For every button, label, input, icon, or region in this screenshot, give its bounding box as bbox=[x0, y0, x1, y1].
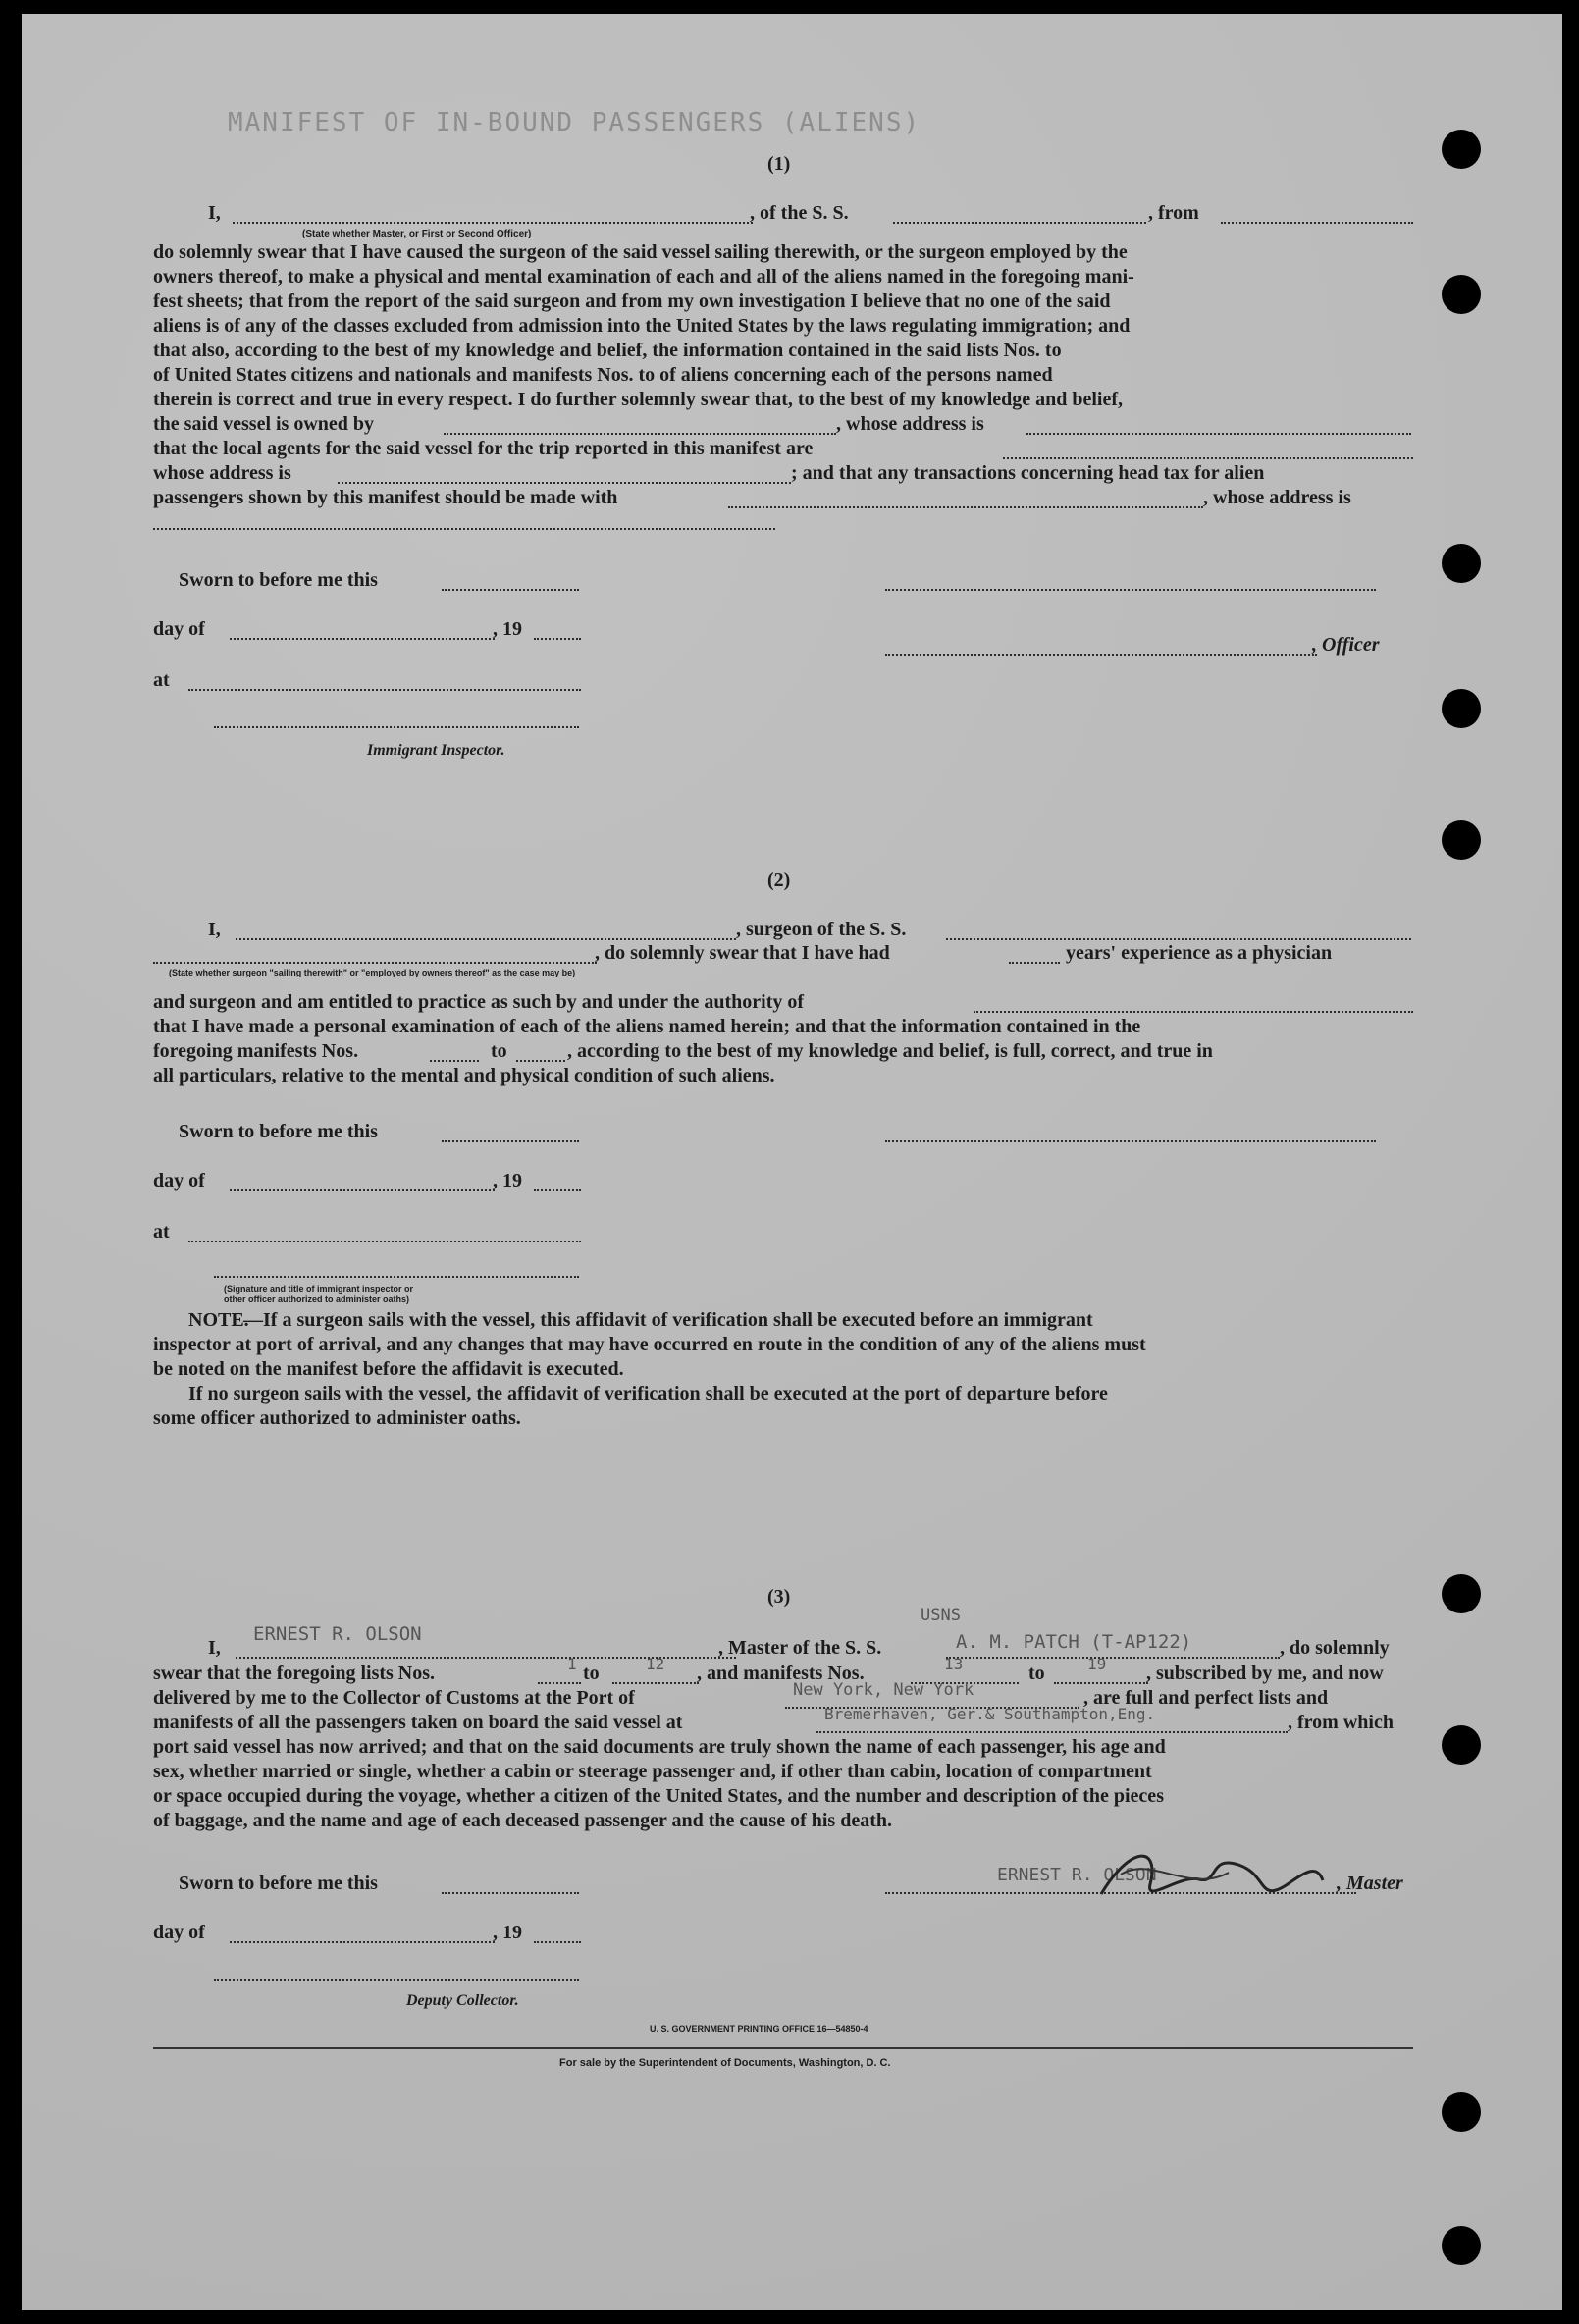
field-note: (State whether Master, or First or Second Officer) bbox=[302, 229, 532, 239]
section-text: , do solemnly bbox=[1280, 1637, 1390, 1659]
local-agents-field[interactable] bbox=[1003, 457, 1413, 459]
year-field[interactable] bbox=[534, 1941, 581, 1943]
manifest-from-field[interactable] bbox=[430, 1060, 479, 1062]
day-of-label: day of bbox=[153, 1922, 205, 1943]
binder-hole bbox=[1442, 1574, 1481, 1613]
year-label: , 19 bbox=[493, 1170, 522, 1191]
day-of-label: day of bbox=[153, 618, 205, 640]
section-text: , whose address is bbox=[1203, 487, 1351, 508]
note-line: some officer authorized to administer oaths. bbox=[153, 1407, 521, 1429]
printing-office: U. S. GOVERNMENT PRINTING OFFICE 16—54850-4 bbox=[650, 2024, 868, 2034]
affidavit-line: of United States citizens and nationals and manifests Nos. to of aliens concerning each of the persons named bbox=[153, 364, 1053, 386]
section-text: manifests of all the passengers taken on board the said vessel at bbox=[153, 1712, 683, 1733]
section-text: years' experience as a physician bbox=[1066, 942, 1333, 964]
year-label: , 19 bbox=[493, 1922, 522, 1943]
sworn-day-field[interactable] bbox=[442, 1140, 579, 1142]
master-signature-typed: ERNEST R. OLSON bbox=[997, 1865, 1157, 1885]
usns-typed: USNS bbox=[921, 1606, 961, 1625]
manifest-to-field[interactable] bbox=[516, 1060, 565, 1062]
section-text: , and manifests Nos. bbox=[697, 1663, 865, 1684]
lists-from-typed: 1 bbox=[567, 1655, 577, 1673]
binder-hole bbox=[1442, 2092, 1481, 2132]
vessel-typed: A. M. PATCH (T-AP122) bbox=[956, 1631, 1192, 1653]
section-text: passengers shown by this manifest should be made with bbox=[153, 487, 618, 508]
section-text: and surgeon and am entitled to practice as such by and under the authority of bbox=[153, 991, 805, 1013]
for-sale-note: For sale by the Superintendent of Documents, Washington, D. C. bbox=[559, 2057, 891, 2069]
manifests-from-typed: 13 bbox=[944, 1655, 964, 1673]
affidavit-line: aliens is of any of the classes excluded from admission into the United States by the laws regulating immigration; and bbox=[153, 315, 1131, 337]
collector-signature-field[interactable] bbox=[214, 1979, 579, 1981]
section-text: all particulars, relative to the mental and physical condition of such aliens. bbox=[153, 1065, 775, 1086]
sworn-day-field[interactable] bbox=[442, 589, 579, 591]
section-text: , of the S. S. bbox=[750, 202, 849, 224]
section-text: ; and that any transactions concerning head tax for alien bbox=[791, 462, 1265, 484]
manifests-to-field[interactable] bbox=[1054, 1682, 1148, 1684]
section-text: delivered by me to the Collector of Customs at the Port of bbox=[153, 1687, 635, 1709]
surgeon-signature-field[interactable] bbox=[885, 1140, 1376, 1142]
note-line: —If a surgeon sails with the vessel, this affidavit of verification shall be executed before an immigrant bbox=[243, 1309, 1093, 1331]
surgeon-name-field[interactable] bbox=[236, 938, 736, 940]
section-text: , surgeon of the S. S. bbox=[736, 919, 907, 940]
affidavit-line: of baggage, and the name and age of each deceased passenger and the cause of his death. bbox=[153, 1810, 892, 1831]
signer-note: other officer authorized to administer oaths) bbox=[224, 1294, 410, 1304]
month-field[interactable] bbox=[230, 1941, 495, 1943]
officer-signature-field[interactable] bbox=[885, 589, 1376, 591]
at-place-field[interactable] bbox=[188, 1241, 581, 1242]
sworn-day-field[interactable] bbox=[442, 1892, 579, 1894]
note-label: NOTE. bbox=[188, 1309, 249, 1331]
section-text: foregoing manifests Nos. bbox=[153, 1040, 359, 1062]
head-tax-address-field[interactable] bbox=[153, 528, 775, 530]
vessel-name-field[interactable] bbox=[893, 222, 1146, 224]
year-label: , 19 bbox=[493, 618, 522, 640]
faded-header-text: MANIFEST OF IN-BOUND PASSENGERS (ALIENS) bbox=[228, 108, 921, 137]
binder-hole bbox=[1442, 820, 1481, 860]
field-note: (State whether surgeon "sailing therewith" or "employed by owners thereof" as the case may be) bbox=[169, 968, 576, 977]
master-label: , Master bbox=[1337, 1873, 1403, 1894]
inspector-label: Immigrant Inspector. bbox=[367, 742, 505, 759]
from-port-field[interactable] bbox=[1221, 222, 1413, 224]
head-tax-contact-field[interactable] bbox=[728, 506, 1203, 508]
officer-name-field[interactable] bbox=[233, 222, 753, 224]
section-text: , whose address is bbox=[836, 413, 984, 435]
agents-address-field[interactable] bbox=[338, 482, 791, 484]
note-line: If no surgeon sails with the vessel, the affidavit of verification shall be executed at the port of departure before bbox=[188, 1383, 1108, 1404]
section-text: I, bbox=[208, 1637, 221, 1659]
section-text: , do solemnly swear that I have had bbox=[595, 942, 890, 964]
binder-hole bbox=[1442, 689, 1481, 728]
note-line: inspector at port of arrival, and any changes that may have occurred en route in the condition of any of the aliens must bbox=[153, 1334, 1146, 1355]
departure-typed: Bremerhaven, Ger.& Southampton,Eng. bbox=[824, 1705, 1156, 1723]
master-signature-field[interactable] bbox=[885, 1892, 1356, 1894]
lists-to-typed: 12 bbox=[646, 1655, 665, 1673]
departure-field[interactable] bbox=[816, 1731, 1288, 1733]
at-label: at bbox=[153, 669, 170, 691]
port-typed: New York, New York bbox=[793, 1680, 974, 1700]
at-label: at bbox=[153, 1221, 170, 1242]
section-text: that the local agents for the said vessel for the trip reported in this manifest are bbox=[153, 438, 814, 459]
section-text: , are full and perfect lists and bbox=[1083, 1687, 1329, 1709]
section-number: (2) bbox=[767, 870, 791, 891]
affidavit-line: sex, whether married or single, whether a cabin or steerage passenger and, if other than cabin, location of compartment bbox=[153, 1761, 1152, 1782]
section-number: (1) bbox=[767, 153, 791, 175]
lists-from-field[interactable] bbox=[538, 1682, 581, 1684]
binder-hole bbox=[1442, 544, 1481, 583]
officer-label: , Officer bbox=[1312, 634, 1380, 656]
sworn-label: Sworn to before me this bbox=[179, 1121, 378, 1142]
surgeon-vessel-field[interactable] bbox=[946, 938, 1411, 940]
month-field[interactable] bbox=[230, 638, 495, 640]
affidavit-line: do solemnly swear that I have caused the surgeon of the said vessel sailing therewith, or the surgeon employed by the bbox=[153, 241, 1128, 263]
section-text: that I have made a personal examination of each of the aliens named herein; and that the information contained in the bbox=[153, 1016, 1141, 1037]
section-text: , Master of the S. S. bbox=[718, 1637, 882, 1659]
footer-rule bbox=[153, 2047, 1413, 2049]
affidavit-line: port said vessel has now arrived; and that on the said documents are truly shown the name of each passenger, his age and bbox=[153, 1736, 1166, 1758]
section-text: , according to the best of my knowledge and belief, is full, correct, and true in bbox=[567, 1040, 1213, 1062]
inspector-signature-field[interactable] bbox=[214, 1276, 579, 1278]
vessel-field[interactable] bbox=[946, 1657, 1280, 1659]
section-text: whose address is bbox=[153, 462, 291, 484]
year-field[interactable] bbox=[534, 1189, 581, 1191]
section-text: to bbox=[1028, 1663, 1045, 1684]
sworn-label: Sworn to before me this bbox=[179, 569, 378, 591]
section-text: , subscribed by me, and now bbox=[1146, 1663, 1384, 1684]
sworn-label: Sworn to before me this bbox=[179, 1873, 378, 1894]
binder-hole bbox=[1442, 130, 1481, 169]
affidavit-line: owners thereof, to make a physical and mental examination of each and all of the aliens named in the foregoing mani- bbox=[153, 266, 1134, 288]
master-name-typed: ERNEST R. OLSON bbox=[253, 1623, 422, 1645]
authority-field[interactable] bbox=[974, 1011, 1413, 1013]
affidavit-line: that also, according to the best of my knowledge and belief, the information contained in the said lists Nos. to bbox=[153, 340, 1062, 361]
section-text: to bbox=[583, 1663, 600, 1684]
note-line: be noted on the manifest before the affidavit is executed. bbox=[153, 1358, 624, 1380]
lists-to-field[interactable] bbox=[612, 1682, 699, 1684]
month-field[interactable] bbox=[230, 1189, 495, 1191]
collector-label: Deputy Collector. bbox=[406, 1992, 519, 2009]
section-text: , from bbox=[1148, 202, 1199, 224]
binder-hole bbox=[1442, 2226, 1481, 2265]
affidavit-line: or space occupied during the voyage, whether a citizen of the United States, and the number and description of the pieces bbox=[153, 1785, 1164, 1807]
manifest-affidavit-page bbox=[22, 14, 1562, 2310]
signer-note: (Signature and title of immigrant inspector or bbox=[224, 1284, 414, 1294]
affidavit-line: fest sheets; that from the report of the said surgeon and from my own investigation I believe that no one of the said bbox=[153, 290, 1111, 312]
section-number: (3) bbox=[767, 1586, 791, 1608]
day-of-label: day of bbox=[153, 1170, 205, 1191]
years-field[interactable] bbox=[1009, 962, 1060, 964]
section-text: I, bbox=[208, 202, 221, 224]
section-text: I, bbox=[208, 919, 221, 940]
master-signature-handwritten bbox=[1091, 1835, 1327, 1914]
binder-hole bbox=[1442, 1725, 1481, 1765]
affidavit-line: therein is correct and true in every respect. I do further solemnly swear that, to the best of my knowledge and belief, bbox=[153, 389, 1124, 410]
at-place-field[interactable] bbox=[188, 689, 581, 691]
section-text: swear that the foregoing lists Nos. bbox=[153, 1663, 436, 1684]
owner-field[interactable] bbox=[444, 433, 836, 435]
officer-title-field[interactable] bbox=[885, 654, 1317, 656]
year-field[interactable] bbox=[534, 638, 581, 640]
section-text: , from which bbox=[1288, 1712, 1394, 1733]
binder-hole bbox=[1442, 275, 1481, 314]
surgeon-type-field[interactable] bbox=[153, 962, 597, 964]
section-text: the said vessel is owned by bbox=[153, 413, 375, 435]
manifests-to-typed: 19 bbox=[1087, 1655, 1107, 1673]
owner-address-field[interactable] bbox=[1026, 433, 1411, 435]
section-text: to bbox=[491, 1040, 507, 1062]
inspector-signature-field[interactable] bbox=[214, 726, 579, 728]
